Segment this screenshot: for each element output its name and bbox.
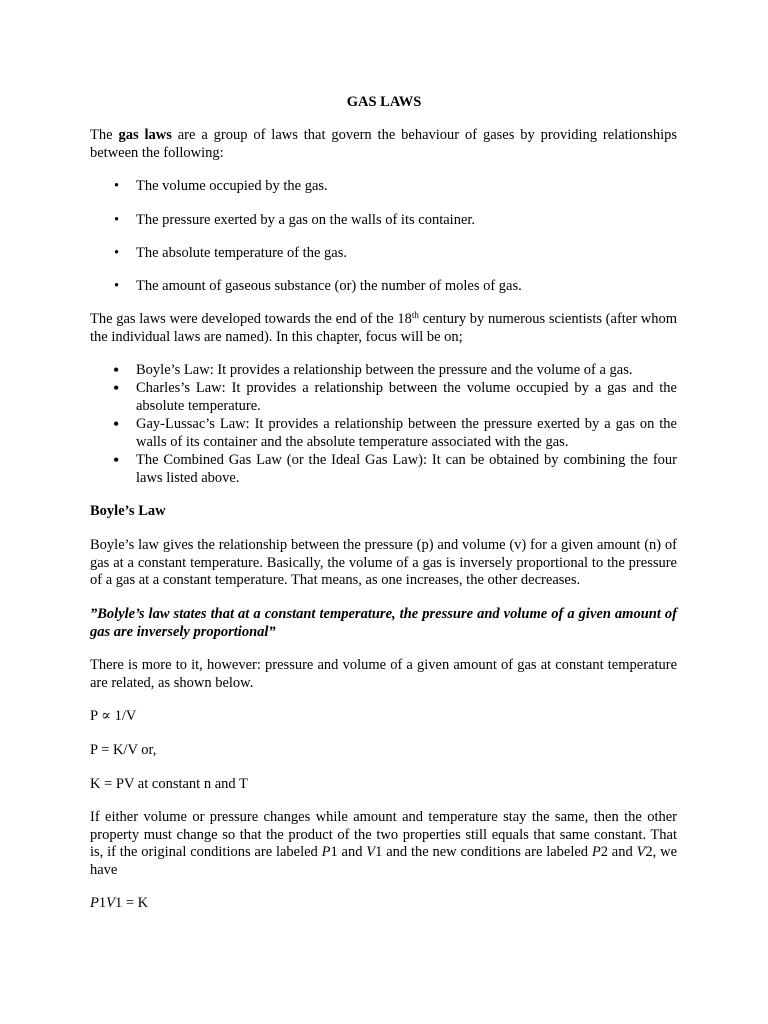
bullet-icon: • bbox=[113, 450, 120, 470]
list-item-text: Boyle’s Law: It provides a relationship between the pressure and the volume of a gas. bbox=[136, 362, 633, 378]
symbol-p: P bbox=[321, 844, 331, 860]
intro-text-end: are a group of laws that govern the behaviour of gases by providing relationships between the following: bbox=[90, 127, 677, 161]
superscript: th bbox=[411, 310, 419, 320]
boyle-quote: ”Bolyle’s law states that at a constant temperature, the pressure and volume of a given amount of gas are inversely proportional” bbox=[90, 606, 677, 640]
final-equation bbox=[90, 895, 677, 913]
change-text: 2 and bbox=[600, 844, 637, 860]
change-paragraph bbox=[90, 809, 677, 879]
intro-bold-term: gas laws bbox=[118, 127, 172, 143]
change-text: 1 and the new conditions are labeled bbox=[375, 844, 592, 860]
intro-text-start: The bbox=[90, 127, 119, 143]
boyle-paragraph: Boyle’s law gives the relationship between the pressure (p) and volume (v) for a given amount (n) of gas at a constant temperature. Basically, the volume of a gas is inversely proportional to the pressure of a gas at a constant temperature. That means, as one increases, the other decreases. bbox=[90, 537, 677, 588]
history-text-end: century by numerous scientists (after whom the individual laws are named). In this chapter, focus will be on; bbox=[90, 311, 677, 345]
bullet-icon: • bbox=[113, 360, 120, 380]
symbol-v: V bbox=[106, 895, 115, 911]
equation: P ∝ 1/V bbox=[90, 708, 137, 724]
equation-text: 1 bbox=[98, 895, 107, 911]
list-item-text: The amount of gaseous substance (or) the number of moles of gas. bbox=[136, 278, 522, 294]
bullet-icon: • bbox=[114, 178, 120, 194]
change-text: 2, we have bbox=[90, 844, 677, 878]
equation: P = K/V or, bbox=[90, 742, 157, 758]
bullet-icon: • bbox=[114, 278, 120, 294]
symbol-v: V bbox=[636, 844, 646, 860]
equation: K = PV at constant n and T bbox=[90, 776, 248, 792]
list-item-text: Gay-Lussac’s Law: It provides a relationship between the pressure exerted by a gas on the walls of its container and the absolute temperature associated with the gas. bbox=[136, 416, 677, 450]
more-paragraph: There is more to it, however: pressure and volume of a given amount of gas at constant temperature are related, as shown below. bbox=[90, 657, 677, 691]
symbol-v: V bbox=[366, 844, 376, 860]
page-title: GAS LAWS bbox=[346, 94, 422, 110]
intro-paragraph bbox=[90, 127, 677, 162]
change-text: 1 and bbox=[330, 844, 367, 860]
bullet-icon: • bbox=[114, 212, 120, 228]
list-item-text: The pressure exerted by a gas on the walls of its container. bbox=[136, 212, 476, 228]
change-text: If either volume or pressure changes while amount and temperature stay the same, then the other property must change so that the product of the two properties still equals that same constant. That is, if the original conditions are labeled bbox=[90, 809, 677, 860]
history-text-start: The gas laws were developed towards the end of the 18 bbox=[90, 311, 412, 327]
section-heading: Boyle’s Law bbox=[90, 503, 166, 519]
bullet-icon: • bbox=[114, 245, 120, 261]
list-item-text: The absolute temperature of the gas. bbox=[136, 245, 347, 261]
list-item-text: The Combined Gas Law (or the Ideal Gas Law): It can be obtained by combining the four laws listed above. bbox=[136, 452, 677, 486]
history-paragraph bbox=[90, 311, 677, 346]
bullet-icon: • bbox=[113, 378, 120, 398]
symbol-p: P bbox=[591, 844, 601, 860]
list-item-text: The volume occupied by the gas. bbox=[136, 178, 328, 194]
symbol-p: P bbox=[90, 895, 99, 911]
bullet-icon: • bbox=[113, 414, 120, 434]
list-item-text: Charles’s Law: It provides a relationship between the volume occupied by a gas and the absolute temperature. bbox=[136, 380, 677, 414]
equation-text: 1 = K bbox=[114, 895, 149, 911]
